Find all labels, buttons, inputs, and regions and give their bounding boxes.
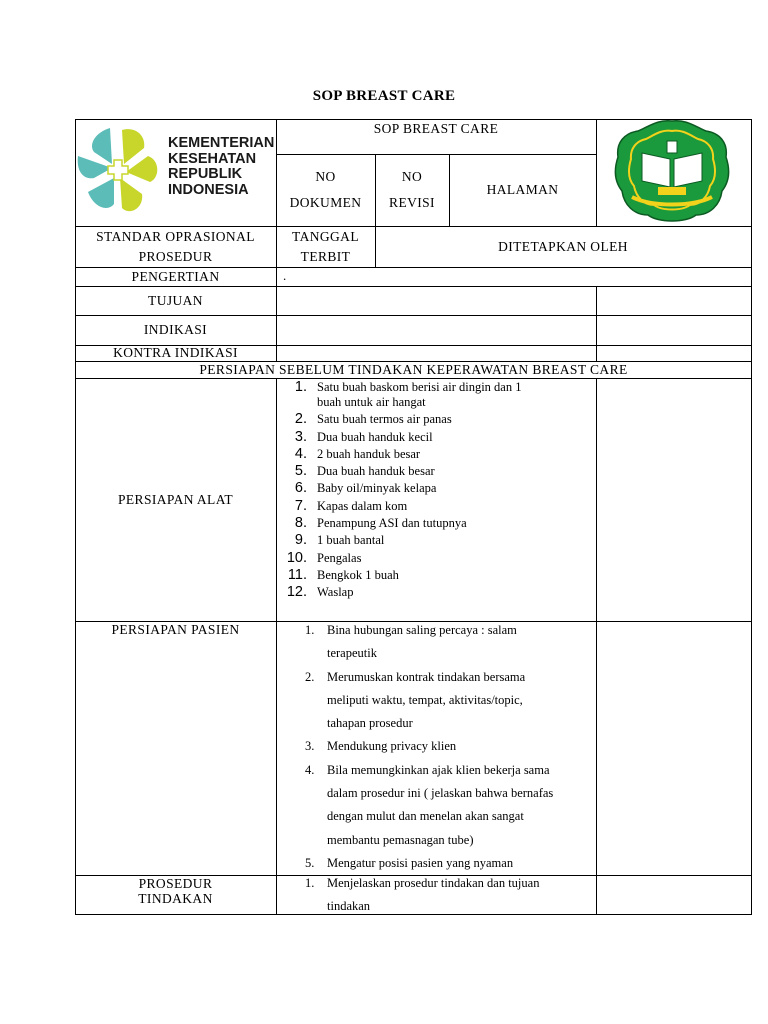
list-item-text: terapeutik: [327, 646, 377, 661]
tujuan-label: TUJUAN: [148, 292, 203, 308]
list-item-text: Menjelaskan prosedur tindakan dan tujuan: [327, 876, 540, 890]
list-item: [279, 568, 595, 583]
list-item-text: Dua buah handuk besar: [317, 464, 435, 479]
list-item-number: 5.: [294, 463, 307, 480]
list-item-text: tindakan: [327, 899, 371, 914]
pasien-list: [289, 619, 596, 875]
list-item-number: 1.: [305, 623, 315, 637]
list-item-text: Bengkok 1 buah: [317, 567, 399, 582]
logo-text-line: REPUBLIK: [168, 166, 243, 182]
list-item: [279, 481, 595, 496]
list-item: [279, 585, 595, 600]
prosedur-list: [289, 872, 596, 919]
logo-text-line: KEMENTERIAN: [168, 135, 275, 151]
list-item-text: Bina hubungan saling percaya : salam: [327, 623, 517, 637]
list-item-text: Penampung ASI dan tutupnya: [317, 516, 467, 531]
list-item-text: Satu buah baskom berisi air dingin dan 1: [317, 380, 522, 394]
list-item-number: 2.: [305, 669, 315, 684]
list-item: [279, 464, 595, 479]
list-item-text: tahapan prosedur: [327, 716, 413, 731]
list-item: [279, 412, 595, 427]
list-item-text: Merumuskan kontrak tindakan bersama: [327, 669, 526, 684]
list-item: [289, 619, 596, 666]
list-item-text: Dua buah handuk kecil: [317, 429, 433, 444]
list-item-number: 11.: [287, 566, 307, 583]
no-revisi-label: NO REVISI: [389, 169, 435, 210]
list-item-text: 2 buah handuk besar: [317, 446, 421, 461]
list-item: [279, 533, 595, 548]
list-item: [279, 430, 595, 445]
list-item-text: Baby oil/minyak kelapa: [317, 481, 437, 496]
no-dokumen-label: NO DOKUMEN: [289, 169, 362, 210]
list-item-text: Satu buah termos air panas: [317, 412, 452, 427]
logo-text-line: KESEHATAN: [168, 150, 257, 167]
list-item: [279, 551, 595, 566]
list-item-number: 4.: [305, 762, 315, 777]
emblem-icon: [596, 119, 751, 226]
kontra-indikasi-label: KONTRA INDIKASI: [113, 345, 238, 360]
list-item-text: Mendukung privacy klien: [327, 739, 457, 754]
header-title: SOP BREAST CARE: [373, 121, 499, 136]
list-item-number: 1.: [294, 379, 307, 395]
list-item: [289, 735, 596, 758]
list-item-number: 10.: [286, 549, 307, 566]
list-item: [279, 380, 595, 410]
logo-text-line: INDONESIA: [168, 181, 249, 198]
standar-label: STANDAR OPRASIONAL PROSEDUR: [96, 228, 255, 264]
list-item-text: Waslap: [317, 585, 354, 600]
list-item: [289, 666, 596, 736]
list-item-number: 6.: [294, 480, 307, 497]
persiapan-alat-label: PERSIAPAN ALAT: [117, 491, 233, 507]
list-item-number: 3.: [294, 428, 307, 445]
list-item-number: 7.: [294, 497, 307, 514]
list-item-number: 1.: [305, 876, 315, 890]
list-item: [289, 872, 596, 919]
ditetapkan-label: DITETAPKAN OLEH: [498, 238, 628, 254]
list-item-text: Mengatur posisi pasien yang nyaman: [327, 855, 514, 870]
alat-list: [279, 380, 595, 603]
prosedur-label: PROSEDUR TINDAKAN: [138, 876, 213, 906]
list-item-text: dalam prosedur ini ( jelaskan bahwa bernafas: [327, 786, 554, 801]
school-emblem: [596, 119, 751, 226]
list-item-number: 9.: [294, 532, 307, 549]
list-item-number: 4.: [294, 445, 307, 462]
list-item-text: meliputi waktu, tempat, aktivitas/topic,: [327, 692, 523, 707]
list-item: [279, 516, 595, 531]
list-item-number: 8.: [294, 515, 307, 532]
list-item-number: 5.: [305, 855, 315, 870]
indikasi-label: INDIKASI: [143, 322, 208, 337]
persiapan-pasien-label: PERSIAPAN PASIEN: [111, 622, 240, 637]
list-item-text: 1 buah bantal: [317, 533, 385, 548]
halaman-label: HALAMAN: [486, 182, 559, 197]
list-item-text: Kapas dalam kom: [317, 498, 408, 513]
list-item-text: membantu pemasnagan tube): [327, 832, 474, 847]
list-item-text: Pengalas: [317, 550, 362, 565]
list-item: [279, 499, 595, 514]
list-item-number: 2.: [294, 411, 307, 428]
list-item-text: buah untuk air hangat: [317, 395, 426, 409]
list-item: [289, 759, 596, 852]
pengertian-value: .: [283, 268, 287, 283]
kemenkes-logo: [76, 120, 276, 226]
list-item-text: Bila memungkinkan ajak klien bekerja sama: [327, 762, 550, 777]
list-item-number: 12.: [286, 584, 307, 601]
persiapan-header: PERSIAPAN SEBELUM TINDAKAN KEPERAWATAN BREAST CARE: [199, 361, 628, 377]
list-item-text: dengan mulut dan menelan akan sangat: [327, 809, 524, 824]
pengertian-label: PENGERTIAN: [131, 268, 220, 284]
tanggal-terbit-label: TANGGAL TERBIT: [292, 228, 359, 264]
list-item: [279, 447, 595, 462]
page-title: SOP BREAST CARE: [312, 88, 456, 104]
list-item-number: 3.: [305, 739, 315, 754]
